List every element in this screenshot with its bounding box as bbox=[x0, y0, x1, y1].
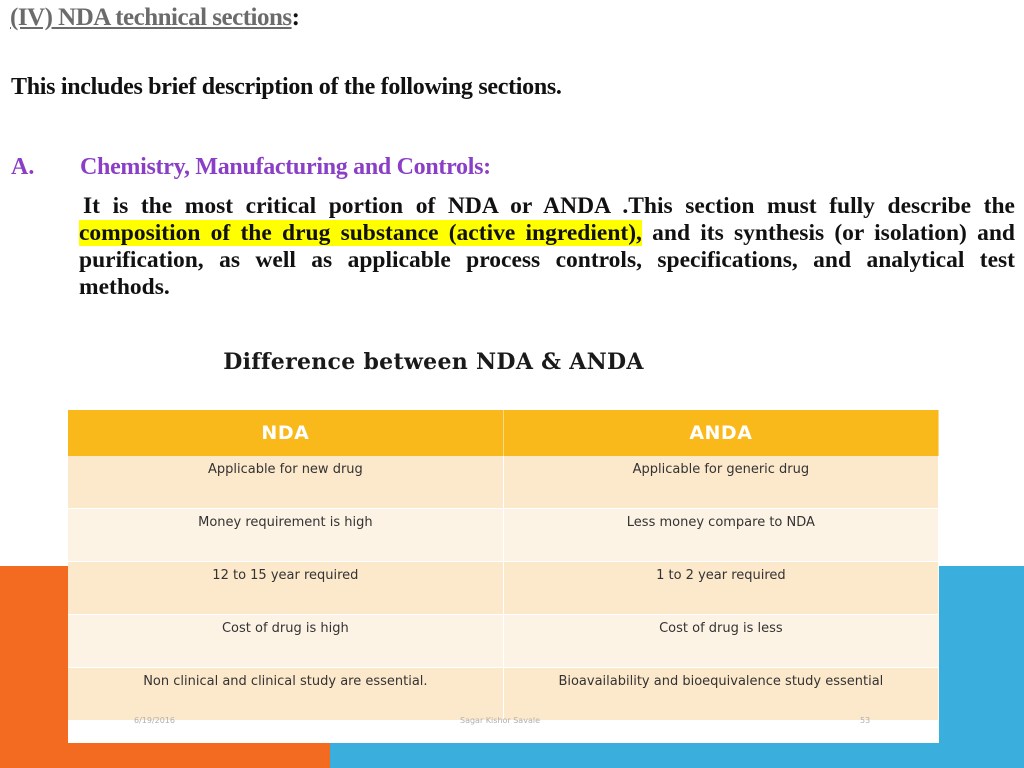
section-title: Chemistry, Manufacturing and Controls: bbox=[80, 154, 491, 180]
paragraph-text-after: and its synthesis (or isolation) and purification, as well as applicable process controls, specifications, and analytical test methods. bbox=[79, 220, 1015, 300]
table-cell-anda: Bioavailability and bioequivalence study essential bbox=[503, 668, 938, 721]
image-footer bbox=[68, 716, 939, 730]
decorative-band-blue bbox=[925, 566, 1024, 768]
table-row bbox=[68, 456, 939, 509]
table-row bbox=[68, 562, 939, 615]
table-cell-nda: Cost of drug is high bbox=[68, 615, 503, 668]
comparison-image bbox=[68, 343, 939, 743]
table-cell-anda: 1 to 2 year required bbox=[503, 562, 938, 615]
paragraph-text-before: It is the most critical portion of NDA or ANDA .This section must fully describe the bbox=[83, 193, 1015, 219]
table-row bbox=[68, 509, 939, 562]
comparison-table bbox=[68, 410, 939, 721]
table-cell-nda: Non clinical and clinical study are essential. bbox=[68, 668, 503, 721]
decorative-band-orange-bottom bbox=[0, 740, 340, 768]
table-cell-anda: Applicable for generic drug bbox=[503, 456, 938, 509]
table-header-row bbox=[68, 410, 939, 456]
table-cell-anda: Less money compare to NDA bbox=[503, 509, 938, 562]
footer-date: 6/19/2016 bbox=[134, 716, 176, 725]
decorative-band-blue-bottom bbox=[330, 740, 1024, 768]
slide-heading-colon: : bbox=[291, 4, 300, 31]
table-cell-nda: 12 to 15 year required bbox=[68, 562, 503, 615]
header-anda: ANDA bbox=[503, 410, 938, 456]
slide-heading bbox=[10, 4, 299, 32]
comparison-title: Difference between NDA & ANDA bbox=[223, 349, 644, 375]
slide-heading-text: (IV) NDA technical sections bbox=[10, 4, 292, 31]
table-row bbox=[68, 615, 939, 668]
intro-text: This includes brief description of the following sections. bbox=[11, 74, 562, 100]
section-paragraph bbox=[79, 193, 1015, 301]
table-cell-nda: Applicable for new drug bbox=[68, 456, 503, 509]
table-cell-anda: Cost of drug is less bbox=[503, 615, 938, 668]
table-cell-nda: Money requirement is high bbox=[68, 509, 503, 562]
paragraph-highlight: composition of the drug substance (active ingredient), bbox=[79, 220, 642, 246]
footer-page-number: 53 bbox=[860, 716, 871, 725]
section-letter: A. bbox=[11, 154, 35, 180]
footer-author: Sagar Kishor Savale bbox=[460, 716, 540, 725]
header-nda: NDA bbox=[68, 410, 503, 456]
table-row bbox=[68, 668, 939, 721]
